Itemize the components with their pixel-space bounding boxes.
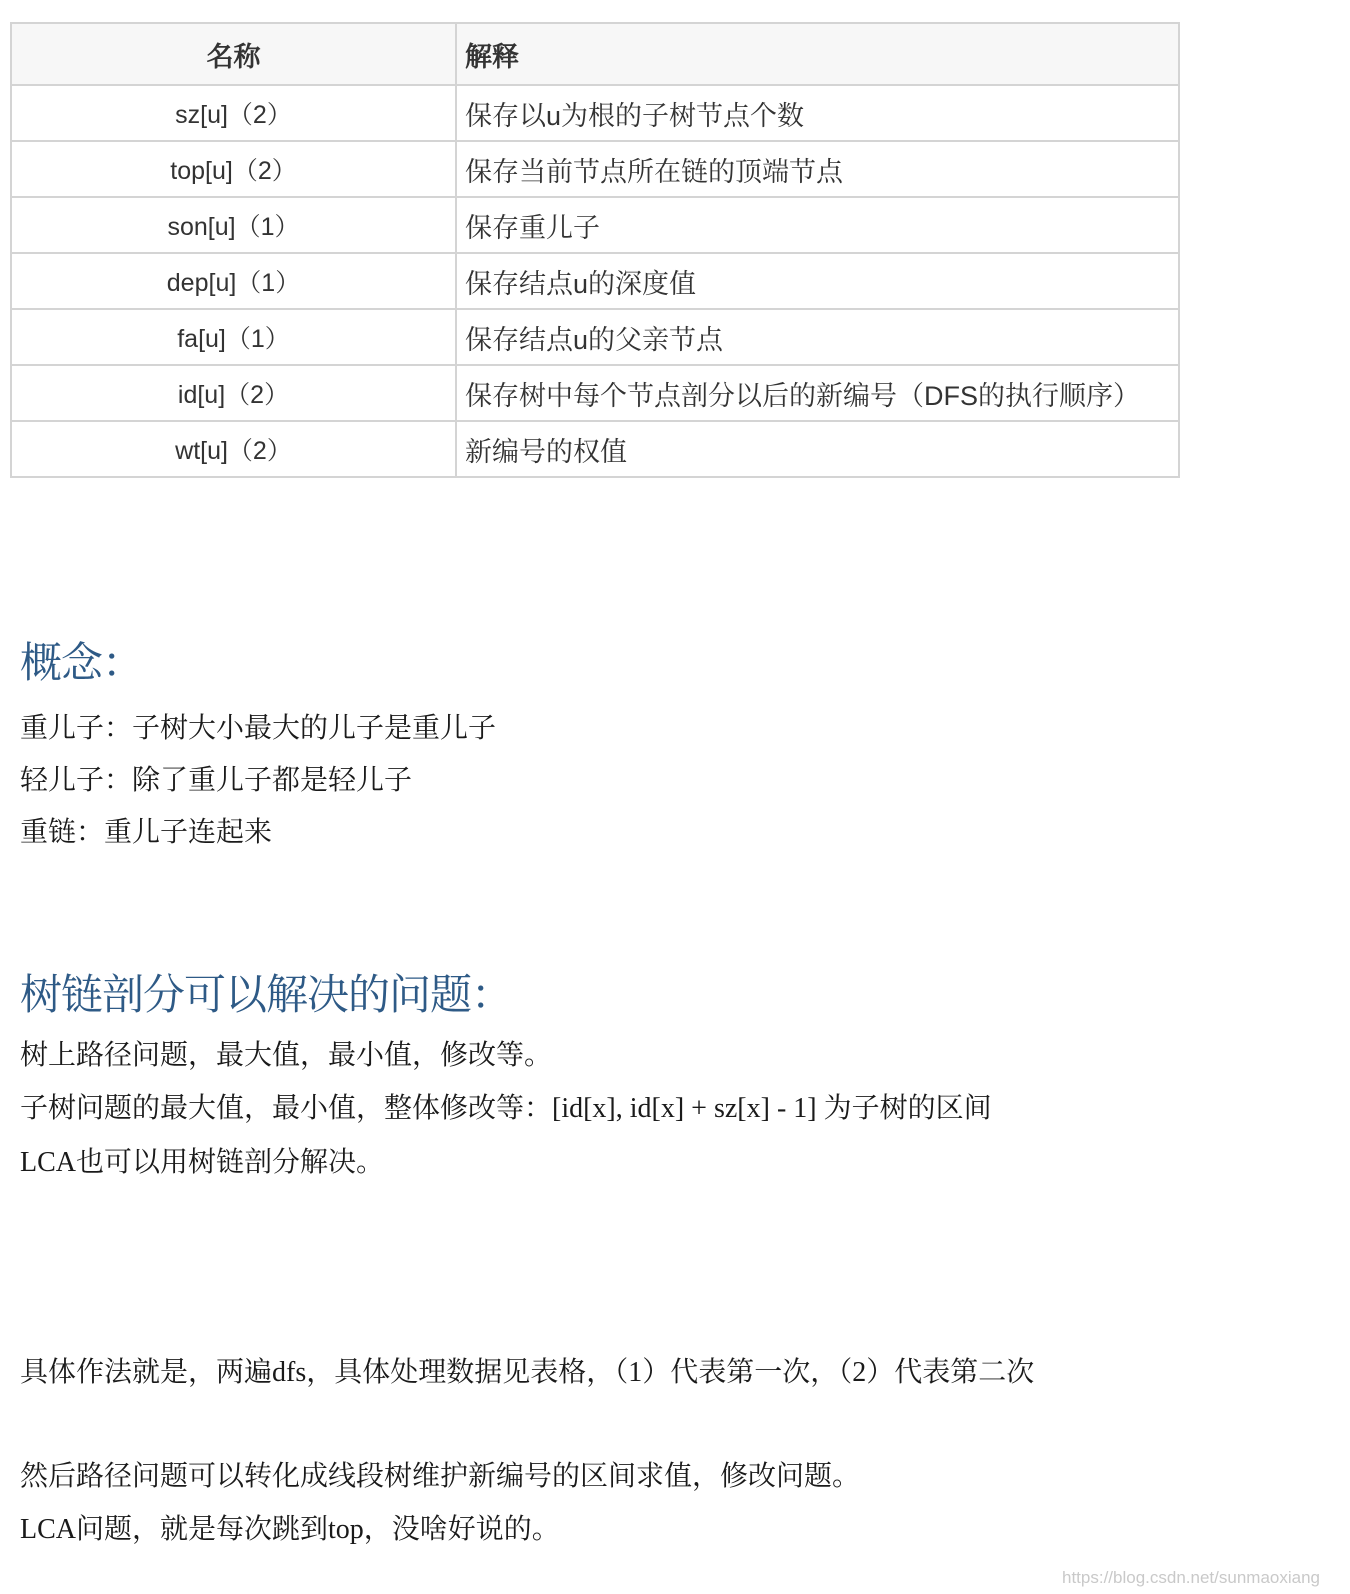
problem-lca: LCA也可以用树链剖分解决。: [20, 1147, 385, 1178]
table-header-row: [11, 23, 1179, 85]
row-name-top: top[u]（2）: [11, 141, 456, 197]
table-row: [11, 365, 1179, 421]
table-row: [11, 421, 1179, 477]
row-desc-son: 保存重儿子: [456, 197, 1179, 253]
row-name-id: id[u]（2）: [11, 365, 456, 421]
variables-table: [10, 22, 1180, 478]
header-name: 名称: [11, 23, 456, 85]
row-desc-fa: 保存结点u的父亲节点: [456, 309, 1179, 365]
problem-path: 树上路径问题，最大值，最小值，修改等。: [20, 1040, 553, 1071]
concepts-heading: 概念：: [20, 638, 144, 687]
concept-light-son: 轻儿子：除了重儿子都是轻儿子: [20, 765, 413, 796]
table-row: [11, 85, 1179, 141]
concept-heavy-son: 重儿子：子树大小最大的儿子是重儿子: [20, 713, 497, 744]
method-line-3: LCA问题，就是每次跳到top，没啥好说的。: [20, 1514, 560, 1545]
concept-heavy-chain: 重链：重儿子连起来: [20, 817, 273, 848]
row-name-sz: sz[u]（2）: [11, 85, 456, 141]
problem-subtree: 子树问题的最大值，最小值，整体修改等：[id[x], id[x] + sz[x] - 1] 为子树的区间: [20, 1093, 992, 1124]
row-name-dep: dep[u]（1）: [11, 253, 456, 309]
row-desc-top: 保存当前节点所在链的顶端节点: [456, 141, 1179, 197]
table-row: [11, 197, 1179, 253]
method-line-2: 然后路径问题可以转化成线段树维护新编号的区间求值，修改问题。: [20, 1461, 861, 1492]
row-name-son: son[u]（1）: [11, 197, 456, 253]
table-row: [11, 309, 1179, 365]
watermark: https://blog.csdn.net/sunmaoxiang: [1062, 1568, 1320, 1587]
problems-heading: 树链剖分可以解决的问题：: [20, 970, 513, 1019]
header-desc: 解释: [456, 23, 1179, 85]
row-desc-wt: 新编号的权值: [456, 421, 1179, 477]
row-name-wt: wt[u]（2）: [11, 421, 456, 477]
row-desc-dep: 保存结点u的深度值: [456, 253, 1179, 309]
row-name-fa: fa[u]（1）: [11, 309, 456, 365]
method-line-1: 具体作法就是，两遍dfs，具体处理数据见表格，（1）代表第一次，（2）代表第二次: [20, 1357, 1035, 1388]
table-row: [11, 253, 1179, 309]
table-row: [11, 141, 1179, 197]
row-desc-id: 保存树中每个节点剖分以后的新编号（DFS的执行顺序）: [456, 365, 1179, 421]
row-desc-sz: 保存以u为根的子树节点个数: [456, 85, 1179, 141]
